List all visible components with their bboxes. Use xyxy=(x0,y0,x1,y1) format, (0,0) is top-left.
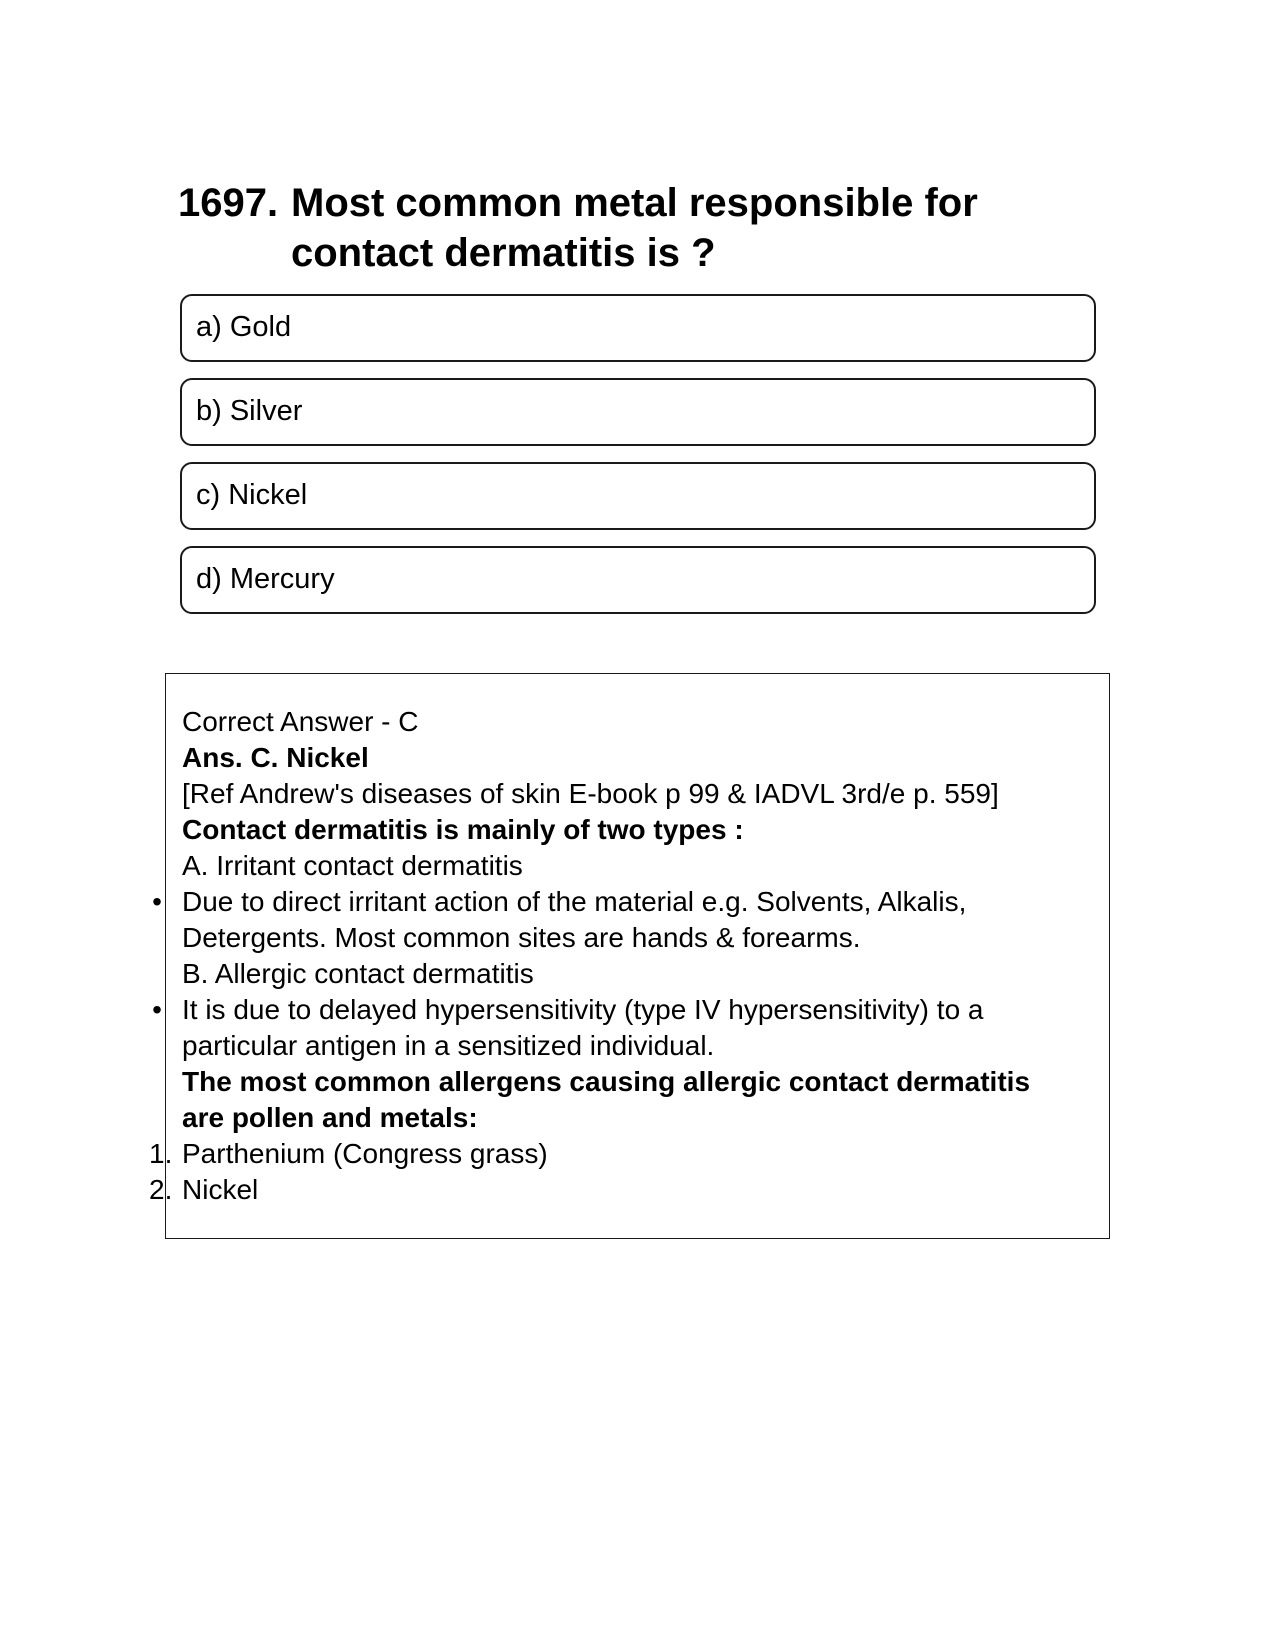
question-number: 1697. xyxy=(178,181,279,225)
type-a-bullet xyxy=(152,884,1095,956)
option-b[interactable]: b) Silver xyxy=(180,378,1096,446)
allergen-item-2 xyxy=(149,1172,1095,1208)
type-b-heading: B. Allergic contact dermatitis xyxy=(182,958,534,989)
allergens-heading-line-1: The most common allergens causing allergic contact dermatitis xyxy=(182,1066,1031,1097)
answer-explanation-box xyxy=(149,673,1110,1239)
allergen-2-text: Nickel xyxy=(182,1174,259,1205)
type-b-bullet-line-2: particular antigen in a sensitized individual. xyxy=(182,1030,715,1061)
types-heading: Contact dermatitis is mainly of two types : xyxy=(182,814,744,845)
type-b-bullet xyxy=(152,992,1095,1064)
option-c[interactable]: c) Nickel xyxy=(180,462,1096,530)
allergen-1-text: Parthenium (Congress grass) xyxy=(182,1138,548,1169)
question xyxy=(178,178,1098,278)
type-a-bullet-line-2: Detergents. Most common sites are hands & forearms. xyxy=(182,922,861,953)
correct-answer: Correct Answer - C xyxy=(182,706,419,737)
allergens-heading-line-2: are pollen and metals: xyxy=(182,1102,478,1133)
bullet-icon: • xyxy=(152,994,162,1025)
allergen-item-1 xyxy=(149,1136,1095,1172)
type-a-heading: A. Irritant contact dermatitis xyxy=(182,850,523,881)
option-a[interactable]: a) Gold xyxy=(180,294,1096,362)
option-d[interactable]: d) Mercury xyxy=(180,546,1096,614)
bullet-icon: • xyxy=(152,886,162,917)
list-number: 2. xyxy=(149,1174,173,1205)
type-b-bullet-line-1: It is due to delayed hypersensitivity (type IV hypersensitivity) to a xyxy=(182,994,984,1025)
question-text: Most common metal responsible for contact dermatitis is ? xyxy=(291,181,978,275)
type-a-bullet-line-1: Due to direct irritant action of the material e.g. Solvents, Alkalis, xyxy=(182,886,967,917)
options-list xyxy=(180,294,1096,630)
reference: [Ref Andrew's diseases of skin E-book p 99 & IADVL 3rd/e p. 559] xyxy=(182,778,999,809)
list-number: 1. xyxy=(149,1138,173,1169)
answer-heading: Ans. C. Nickel xyxy=(182,742,369,773)
